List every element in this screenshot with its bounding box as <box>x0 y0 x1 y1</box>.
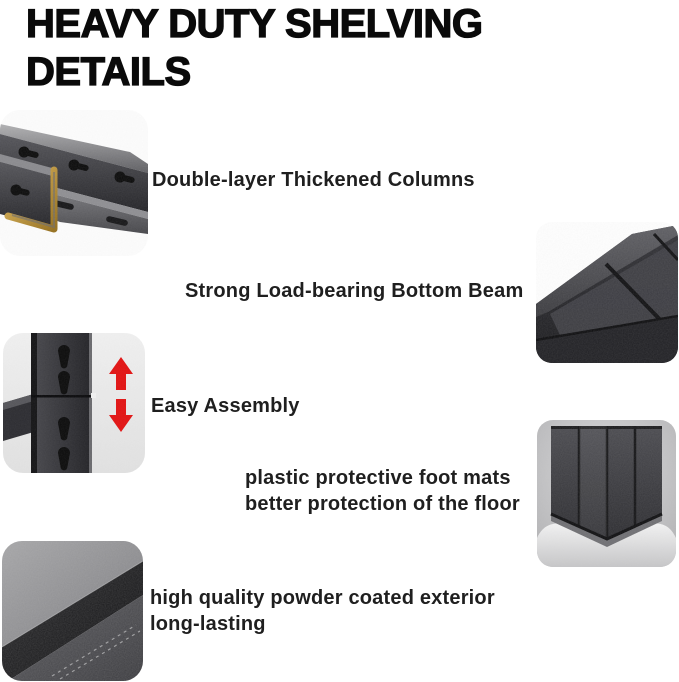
feature-label-columns: Double-layer Thickened Columns <box>152 169 475 191</box>
feature-label-easy-assembly: Easy Assembly <box>151 395 300 417</box>
foot-mat-photo <box>537 420 676 567</box>
assembly-joint-photo <box>3 333 145 473</box>
feature-label-bottom-beam: Strong Load-bearing Bottom Beam <box>185 280 524 302</box>
feature-label-foot-mats: plastic protective foot mats better protection of the floor <box>245 467 520 515</box>
powder-coat-texture-photo <box>2 541 143 681</box>
double-layer-columns-photo <box>0 110 148 256</box>
page-title-line2: DETAILS <box>26 50 191 94</box>
feature-label-powder-coating: high quality powder coated exterior long-lasting <box>150 587 495 635</box>
page-title-line1: HEAVY DUTY SHELVING <box>26 2 483 46</box>
bottom-beam-photo <box>536 222 678 363</box>
page-title <box>26 0 483 96</box>
